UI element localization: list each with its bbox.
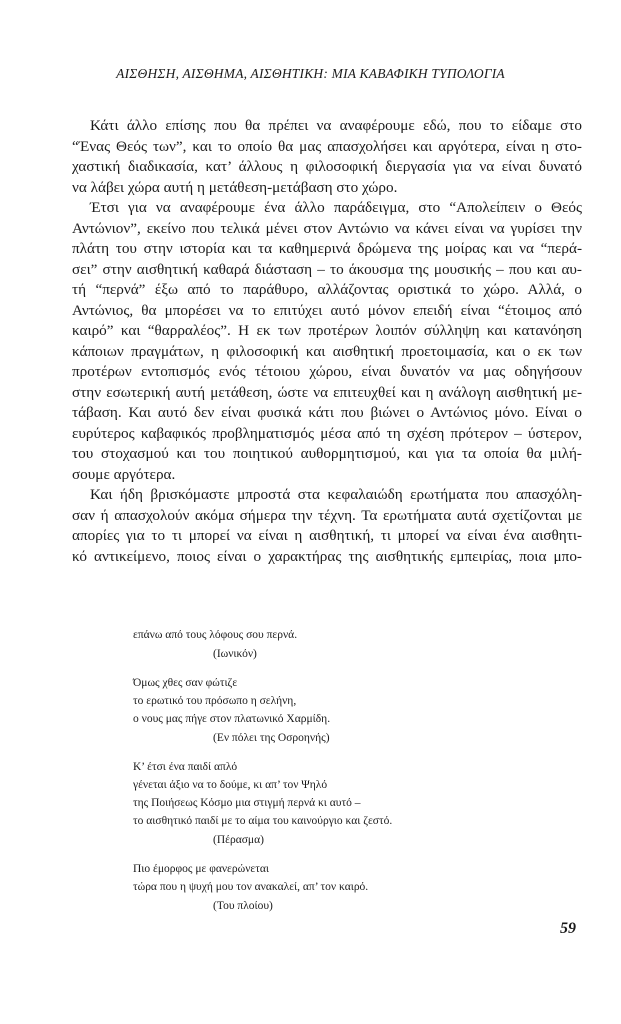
- verse-line: το ερωτικό του πρόσωπο η σελήνη,: [133, 695, 297, 707]
- poem-source: (Ιωνικόν): [213, 648, 257, 660]
- text-line: κό αντικείμενο, ποιος είναι ο χαρακτήρας της αισθητικής εμπειρίας, ποια μπο-: [72, 547, 582, 565]
- verse-line: Όμως χθες σαν φώτιζε: [133, 677, 238, 689]
- verse-line: ο νους μας πήγε στον πλατωνικό Χαρμίδη.: [133, 713, 331, 725]
- text-line: Και ήδη βρισκόμαστε μπροστά στα κεφαλαιώδη ερωτήματα που απασχόλη-: [90, 486, 582, 503]
- page-number: 59: [560, 920, 576, 937]
- text-line: σουμε αργότερα.: [72, 465, 176, 483]
- text-line: σει” στην αισθητική καθαρά διάσταση – το άκουσμα της μουσικής – που και αυ-: [72, 260, 582, 278]
- running-header: ΑΙΣΘΗΣΗ, ΑΙΣΘΗΜΑ, ΑΙΣΘΗΤΙΚΗ: ΜΙΑ ΚΑΒΑΦΙΚΗ ΤΥΠΟΛΟΓΙΑ: [116, 66, 505, 81]
- text-line: ευρύτερος καβαφικός προβληματισμός μέσα από τη σχέση πρότερον – ύστερον,: [72, 424, 582, 442]
- text-line: στην εσωτερική αυτή μετάθεση, ώστε να επιτευχθεί και η ανάλογη αισθητική με-: [72, 383, 582, 401]
- text-line: τή “περνά” έξω από το παράθυρο, αλλάζοντας οριστικά το χώρο. Αλλά, ο: [72, 281, 582, 298]
- text-line: καιρό” και “θαρραλέος”. Η εκ των προτέρων λοιπόν σύλληψη και κατανόηση: [72, 322, 582, 339]
- text-line: “Ένας Θεός των”, και το οποίο θα μας απασχολήσει και αργότερα, είναι η στο-: [72, 137, 582, 155]
- text-line: Έτσι για να αναφέρουμε ένα άλλο παράδειγμα, στο “Απολείπειν ο Θεός: [90, 199, 582, 216]
- paragraph: [72, 485, 582, 567]
- poem-quote: [133, 674, 392, 748]
- verse-line: γένεται άξιο να το δούμε, κι απ’ τον Ψηλό: [133, 779, 328, 791]
- verse-line: επάνω από τους λόφους σου περνά.: [133, 629, 298, 641]
- poem-quote: [133, 860, 392, 916]
- poem-source: (Του πλοίου): [213, 900, 273, 912]
- body-text: [72, 116, 582, 567]
- text-line: να λάβει χώρα αυτή η μετάθεση-μετάβαση στο χώρο.: [72, 178, 398, 196]
- verse-line: τώρα που η ψυχή μου τον ανακαλεί, απ’ τον καιρό.: [133, 881, 369, 893]
- poem-source: (Εν πόλει της Οσροηνής): [213, 732, 330, 744]
- paragraph: [72, 198, 582, 485]
- text-line: σαν ή απασχολούν ακόμα σήμερα την τέχνη. Τα ερωτήματα αυτά σχετίζονται με: [72, 506, 582, 524]
- verse-line: το αισθητικό παιδί με το αίμα του καινούργιο και ζεστό.: [133, 815, 393, 827]
- text-line: του στοχασμού και του ποιητικού αυθορμητισμού, και για τα οποία θα μιλή-: [72, 445, 582, 462]
- text-line: πλάτη του στην ιστορία και τα καθημερινά δρώμενα της μοίρας και να “περά-: [72, 240, 582, 257]
- text-line: τάβαση. Και αυτό δεν είναι φυσικά κάτι που βιώνει ο Αντώνιος μόνο. Είναι ο: [72, 404, 582, 421]
- poem-quote: [133, 758, 392, 850]
- poem-quotations: [133, 626, 392, 916]
- text-line: Αντώνιος, θα μπορέσει να το επιτύχει αυτό μόνον επειδή είναι “έτοιμος από: [72, 301, 582, 319]
- poem-source: (Πέρασμα): [213, 834, 264, 846]
- verse-line: Πιο έμορφος με φανερώνεται: [133, 863, 269, 875]
- text-line: προτέρων εντοπισμός ενός τέτοιου χώρου, είναι δυνατόν να μας οδηγήσουν: [72, 363, 582, 380]
- verse-line: της Ποιήσεως Κόσμο μια στιγμή περνά κι αυτό –: [133, 797, 361, 809]
- text-line: κάποιων πραγμάτων, η φιλοσοφική και αισθητική προετοιμασία, και ο εκ των: [72, 342, 582, 360]
- text-line: Κάτι άλλο επίσης που θα πρέπει να αναφέρουμε εδώ, που το είδαμε στο: [90, 117, 582, 134]
- text-line: Αντώνιον”, εκείνο που τελικά μένει στον Αντώνιο να κάνει είναι να γυρίσει την: [72, 219, 582, 237]
- text-line: χαστική διαδικασία, κατ’ άλλους η φιλοσοφική διεργασία για να είναι δυνατό: [72, 158, 582, 175]
- text-line: απορίες για το τι μπορεί να είναι η αισθητική, τι μπορεί να είναι ένα αισθητι-: [72, 527, 582, 544]
- verse-line: Κ’ έτσι ένα παιδί απλό: [133, 761, 238, 773]
- poem-quote: [133, 626, 392, 664]
- paragraph: [72, 116, 582, 198]
